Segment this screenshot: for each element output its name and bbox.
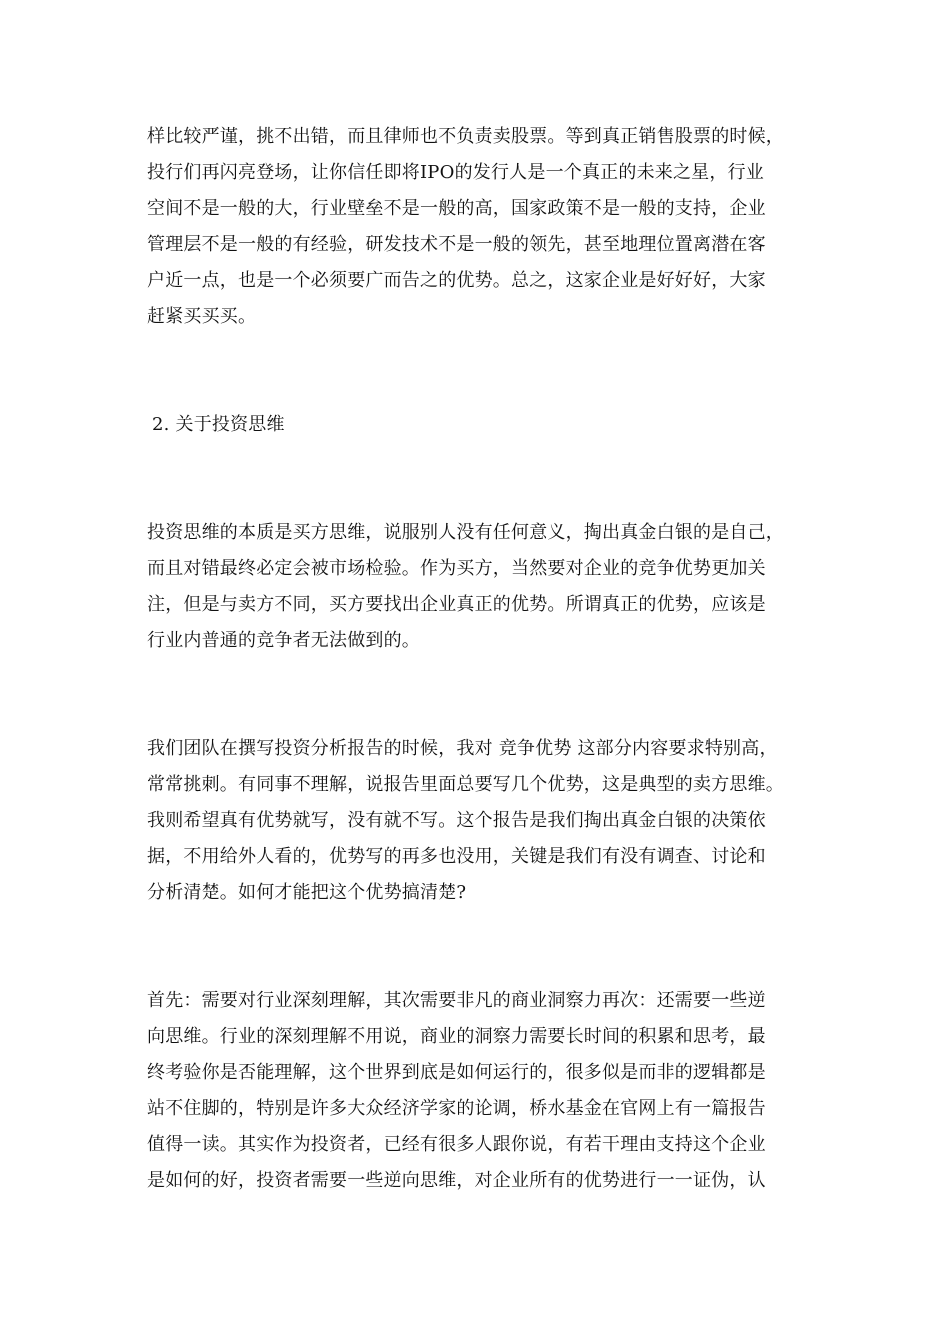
paragraph-1-line-2: 投行们再闪亮登场，让你信任即将IPO的发行人是一个真正的未来之星，行业 — [147, 162, 764, 183]
paragraph-2-line-1: 投资思维的本质是买方思维，说服别人没有任何意义，掏出真金白银的是自己， — [147, 522, 784, 543]
paragraph-2-line-3: 注，但是与卖方不同，买方要找出企业真正的优势。所谓真正的优势，应该是 — [147, 594, 766, 615]
paragraph-3-line-3: 我则希望真有优势就写，没有就不写。这个报告是我们掏出真金白银的决策依 — [147, 810, 766, 831]
paragraph-3-line-2: 常常挑刺。有同事不理解，说报告里面总要写几个优势，这是典型的卖方思维。 — [147, 774, 784, 795]
paragraph-4-line-2: 向思维。行业的深刻理解不用说，商业的洞察力需要长时间的积累和思考，最 — [147, 1026, 766, 1047]
paragraph-4-line-1: 首先：需要对行业深刻理解，其次需要非凡的商业洞察力再次：还需要一些逆 — [147, 990, 766, 1011]
paragraph-1-line-5: 户近一点，也是一个必须要广而告之的优势。总之，这家企业是好好好，大家 — [147, 270, 766, 291]
paragraph-3-line-1: 我们团队在撰写投资分析报告的时候，我对 竞争优势 这部分内容要求特别高， — [147, 738, 778, 759]
paragraph-4-line-4: 站不住脚的，特别是许多大众经济学家的论调，桥水基金在官网上有一篇报告 — [147, 1098, 766, 1119]
paragraph-1-line-3: 空间不是一般的大，行业壁垒不是一般的高，国家政策不是一般的支持，企业 — [147, 198, 766, 219]
paragraph-2-line-2: 而且对错最终必定会被市场检验。作为买方，当然要对企业的竞争优势更加关 — [147, 558, 766, 579]
paragraph-1-line-6: 赶紧买买买。 — [147, 306, 257, 327]
paragraph-4-line-6: 是如何的好，投资者需要一些逆向思维，对企业所有的优势进行一一证伪，认 — [147, 1170, 766, 1191]
paragraph-4-line-5: 值得一读。其实作为投资者，已经有很多人跟你说，有若干理由支持这个企业 — [147, 1134, 766, 1155]
paragraph-1-line-1: 样比较严谨，挑不出错，而且律师也不负责卖股票。等到真正销售股票的时候， — [147, 126, 784, 147]
paragraph-2-line-4: 行业内普通的竞争者无法做到的。 — [147, 630, 420, 651]
section-heading: 2. 关于投资思维 — [152, 414, 285, 435]
paragraph-3-line-5: 分析清楚。如何才能把这个优势搞清楚? — [147, 882, 467, 903]
paragraph-4-line-3: 终考验你是否能理解，这个世界到底是如何运行的，很多似是而非的逻辑都是 — [147, 1062, 766, 1083]
paragraph-3-line-4: 据，不用给外人看的，优势写的再多也没用，关键是我们有没有调查、讨论和 — [147, 846, 766, 867]
paragraph-1-line-4: 管理层不是一般的有经验，研发技术不是一般的领先，甚至地理位置离潜在客 — [147, 234, 766, 255]
